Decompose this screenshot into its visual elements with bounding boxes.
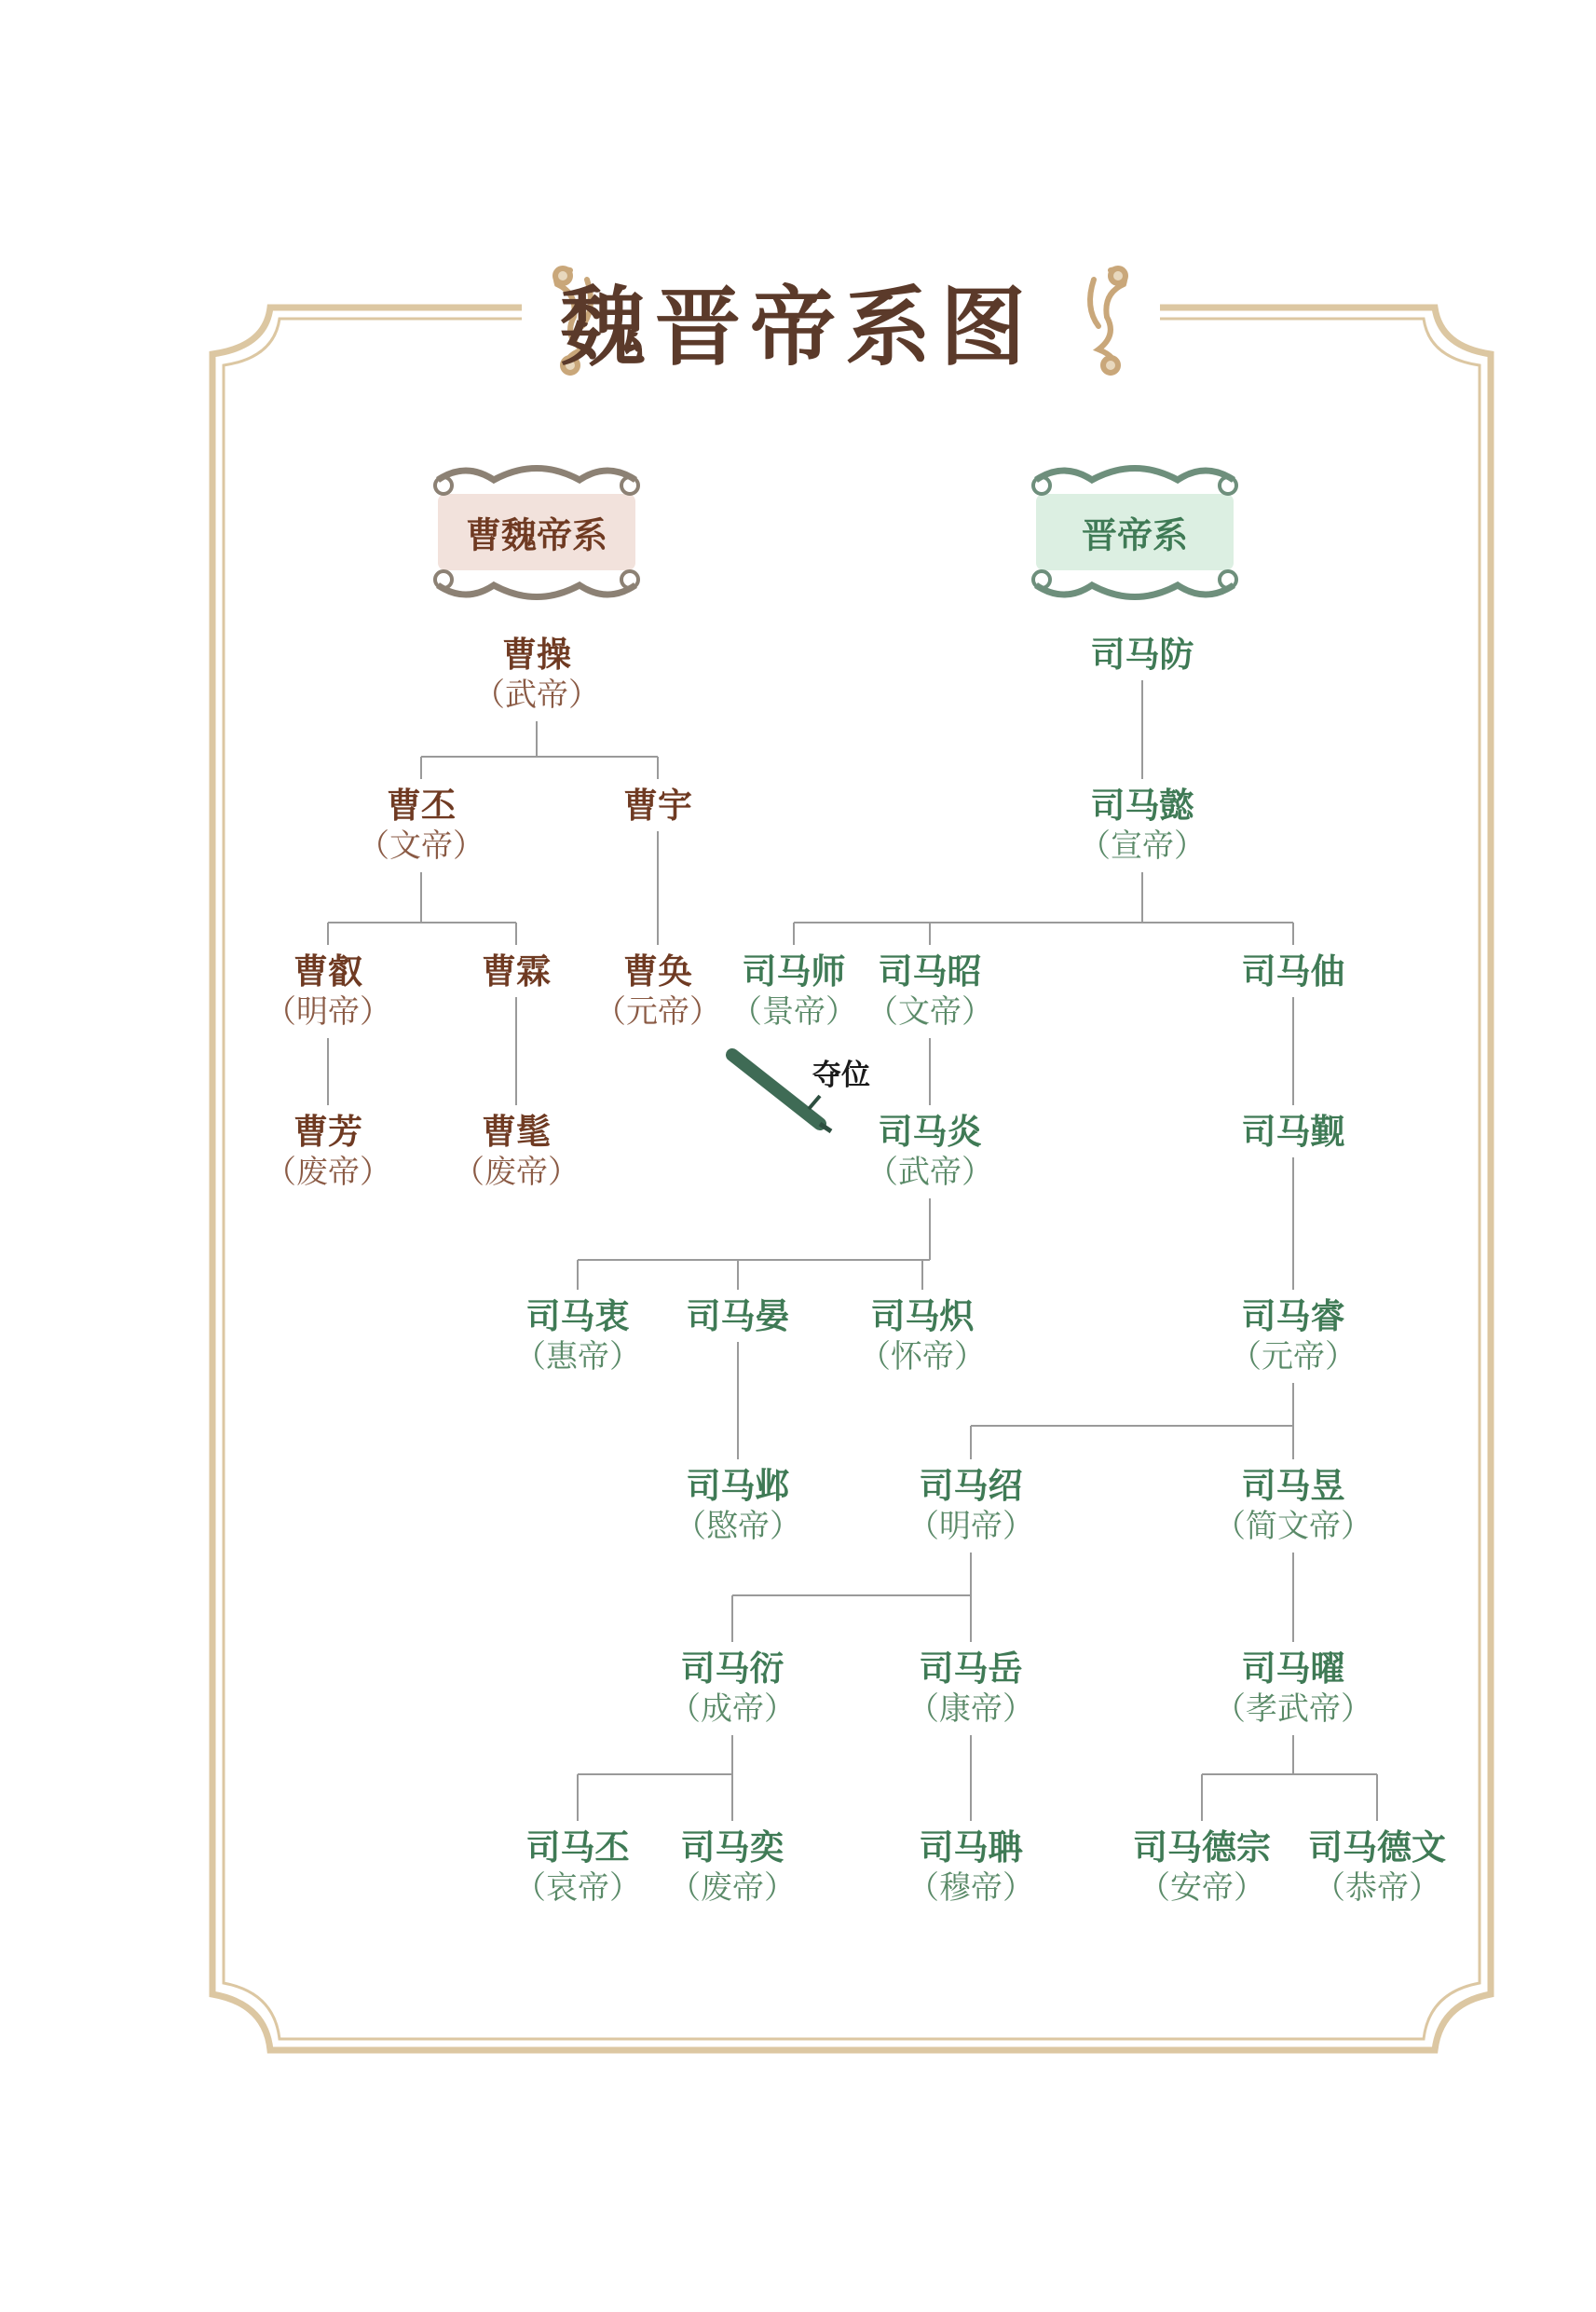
person-node <box>265 1111 391 1193</box>
person-node <box>907 1826 1034 1908</box>
emperor-title: （景帝） <box>730 993 857 1031</box>
emperor-title: （惠帝） <box>514 1338 641 1375</box>
emperor-title: （简文帝） <box>1214 1508 1372 1545</box>
person-name: 司马师 <box>742 951 846 992</box>
emperor-title: （文帝） <box>866 993 993 1031</box>
emperor-title: （明帝） <box>265 993 391 1031</box>
person-node <box>514 1295 641 1377</box>
person-name: 司马德文 <box>1308 1826 1446 1867</box>
person-name: 司马衍 <box>680 1648 784 1689</box>
person-node <box>866 951 993 1033</box>
emperor-title: （哀帝） <box>514 1869 641 1907</box>
emperor-title: （元帝） <box>594 993 721 1031</box>
person-node <box>669 1826 796 1908</box>
emperor-title: （武帝） <box>866 1154 993 1191</box>
person-name: 曹髦 <box>482 1111 551 1152</box>
emperor-title: （武帝） <box>473 677 600 714</box>
person-name: 曹霖 <box>482 951 551 992</box>
person-name: 司马觐 <box>1241 1111 1345 1152</box>
person-node <box>265 951 391 1033</box>
person-name: 司马炎 <box>878 1111 982 1152</box>
person-name: 曹叡 <box>293 951 362 992</box>
person-name: 司马聃 <box>919 1826 1023 1867</box>
emperor-title: （孝武帝） <box>1214 1690 1372 1728</box>
person-node <box>1091 634 1194 675</box>
person-name: 司马奕 <box>680 1826 784 1867</box>
person-name: 司马曜 <box>1241 1648 1345 1689</box>
person-name: 曹奂 <box>623 951 692 992</box>
person-name: 司马德宗 <box>1133 1826 1271 1867</box>
emperor-title: （明帝） <box>907 1508 1034 1545</box>
person-name: 司马睿 <box>1241 1295 1345 1336</box>
person-name: 曹丕 <box>387 785 456 826</box>
person-name: 司马防 <box>1090 634 1194 675</box>
person-node <box>1214 1465 1372 1547</box>
person-name: 司马懿 <box>1090 785 1194 826</box>
person-name: 司马伷 <box>1241 951 1345 992</box>
right-scroll-ornament <box>1090 268 1125 373</box>
emperor-title: （穆帝） <box>907 1869 1034 1907</box>
emperor-title: （废帝） <box>265 1154 391 1191</box>
page-title: 魏晋帝系图 <box>559 277 1036 377</box>
person-node <box>482 951 551 992</box>
person-node <box>473 634 600 716</box>
person-node <box>514 1826 641 1908</box>
person-node <box>859 1295 986 1377</box>
person-node <box>730 951 857 1033</box>
emperor-title: （文帝） <box>358 828 484 865</box>
emperor-title: （愍帝） <box>675 1508 801 1545</box>
person-name: 曹操 <box>502 634 571 675</box>
person-name: 司马丕 <box>525 1826 630 1867</box>
frame-outer-line <box>212 308 1491 2050</box>
person-name: 司马晏 <box>686 1295 790 1336</box>
usurp-label: 夺位 <box>812 1059 870 1092</box>
emperor-title: （废帝） <box>453 1154 580 1191</box>
emperor-title: （康帝） <box>907 1690 1034 1728</box>
person-node <box>1242 1111 1345 1152</box>
person-node <box>1230 1295 1357 1377</box>
person-node <box>358 785 484 867</box>
jin-lineage-label: 晋帝系 <box>1081 513 1189 556</box>
person-node <box>594 951 721 1033</box>
person-name: 司马炽 <box>870 1295 975 1336</box>
person-node <box>687 1295 790 1336</box>
person-node <box>1133 1826 1271 1908</box>
person-name: 司马绍 <box>919 1465 1023 1506</box>
emperor-title: （废帝） <box>669 1869 796 1907</box>
person-name: 曹芳 <box>293 1111 362 1152</box>
person-node <box>1242 951 1345 992</box>
person-node <box>1079 785 1206 867</box>
emperor-title: （宣帝） <box>1079 828 1206 865</box>
person-node <box>623 785 692 826</box>
person-name: 曹宇 <box>623 785 692 826</box>
person-node <box>866 1111 993 1193</box>
emperor-title: （成帝） <box>669 1690 796 1728</box>
emperor-title: （元帝） <box>1230 1338 1357 1375</box>
person-node <box>675 1465 801 1547</box>
emperor-title: （安帝） <box>1139 1869 1265 1907</box>
person-node <box>1308 1826 1446 1908</box>
emperor-title: （怀帝） <box>859 1338 986 1375</box>
person-name: 司马岳 <box>919 1648 1023 1689</box>
wei-lineage-label: 曹魏帝系 <box>465 513 608 556</box>
person-node <box>453 1111 580 1193</box>
person-node <box>907 1465 1034 1547</box>
person-name: 司马邺 <box>686 1465 790 1506</box>
emperor-title: （恭帝） <box>1314 1869 1440 1907</box>
frame-inner-line <box>224 319 1480 2039</box>
person-name: 司马昭 <box>878 951 982 992</box>
person-name: 司马昱 <box>1241 1465 1345 1506</box>
person-node <box>1214 1648 1372 1730</box>
person-node <box>669 1648 796 1730</box>
person-node <box>907 1648 1034 1730</box>
person-name: 司马衷 <box>525 1295 630 1336</box>
